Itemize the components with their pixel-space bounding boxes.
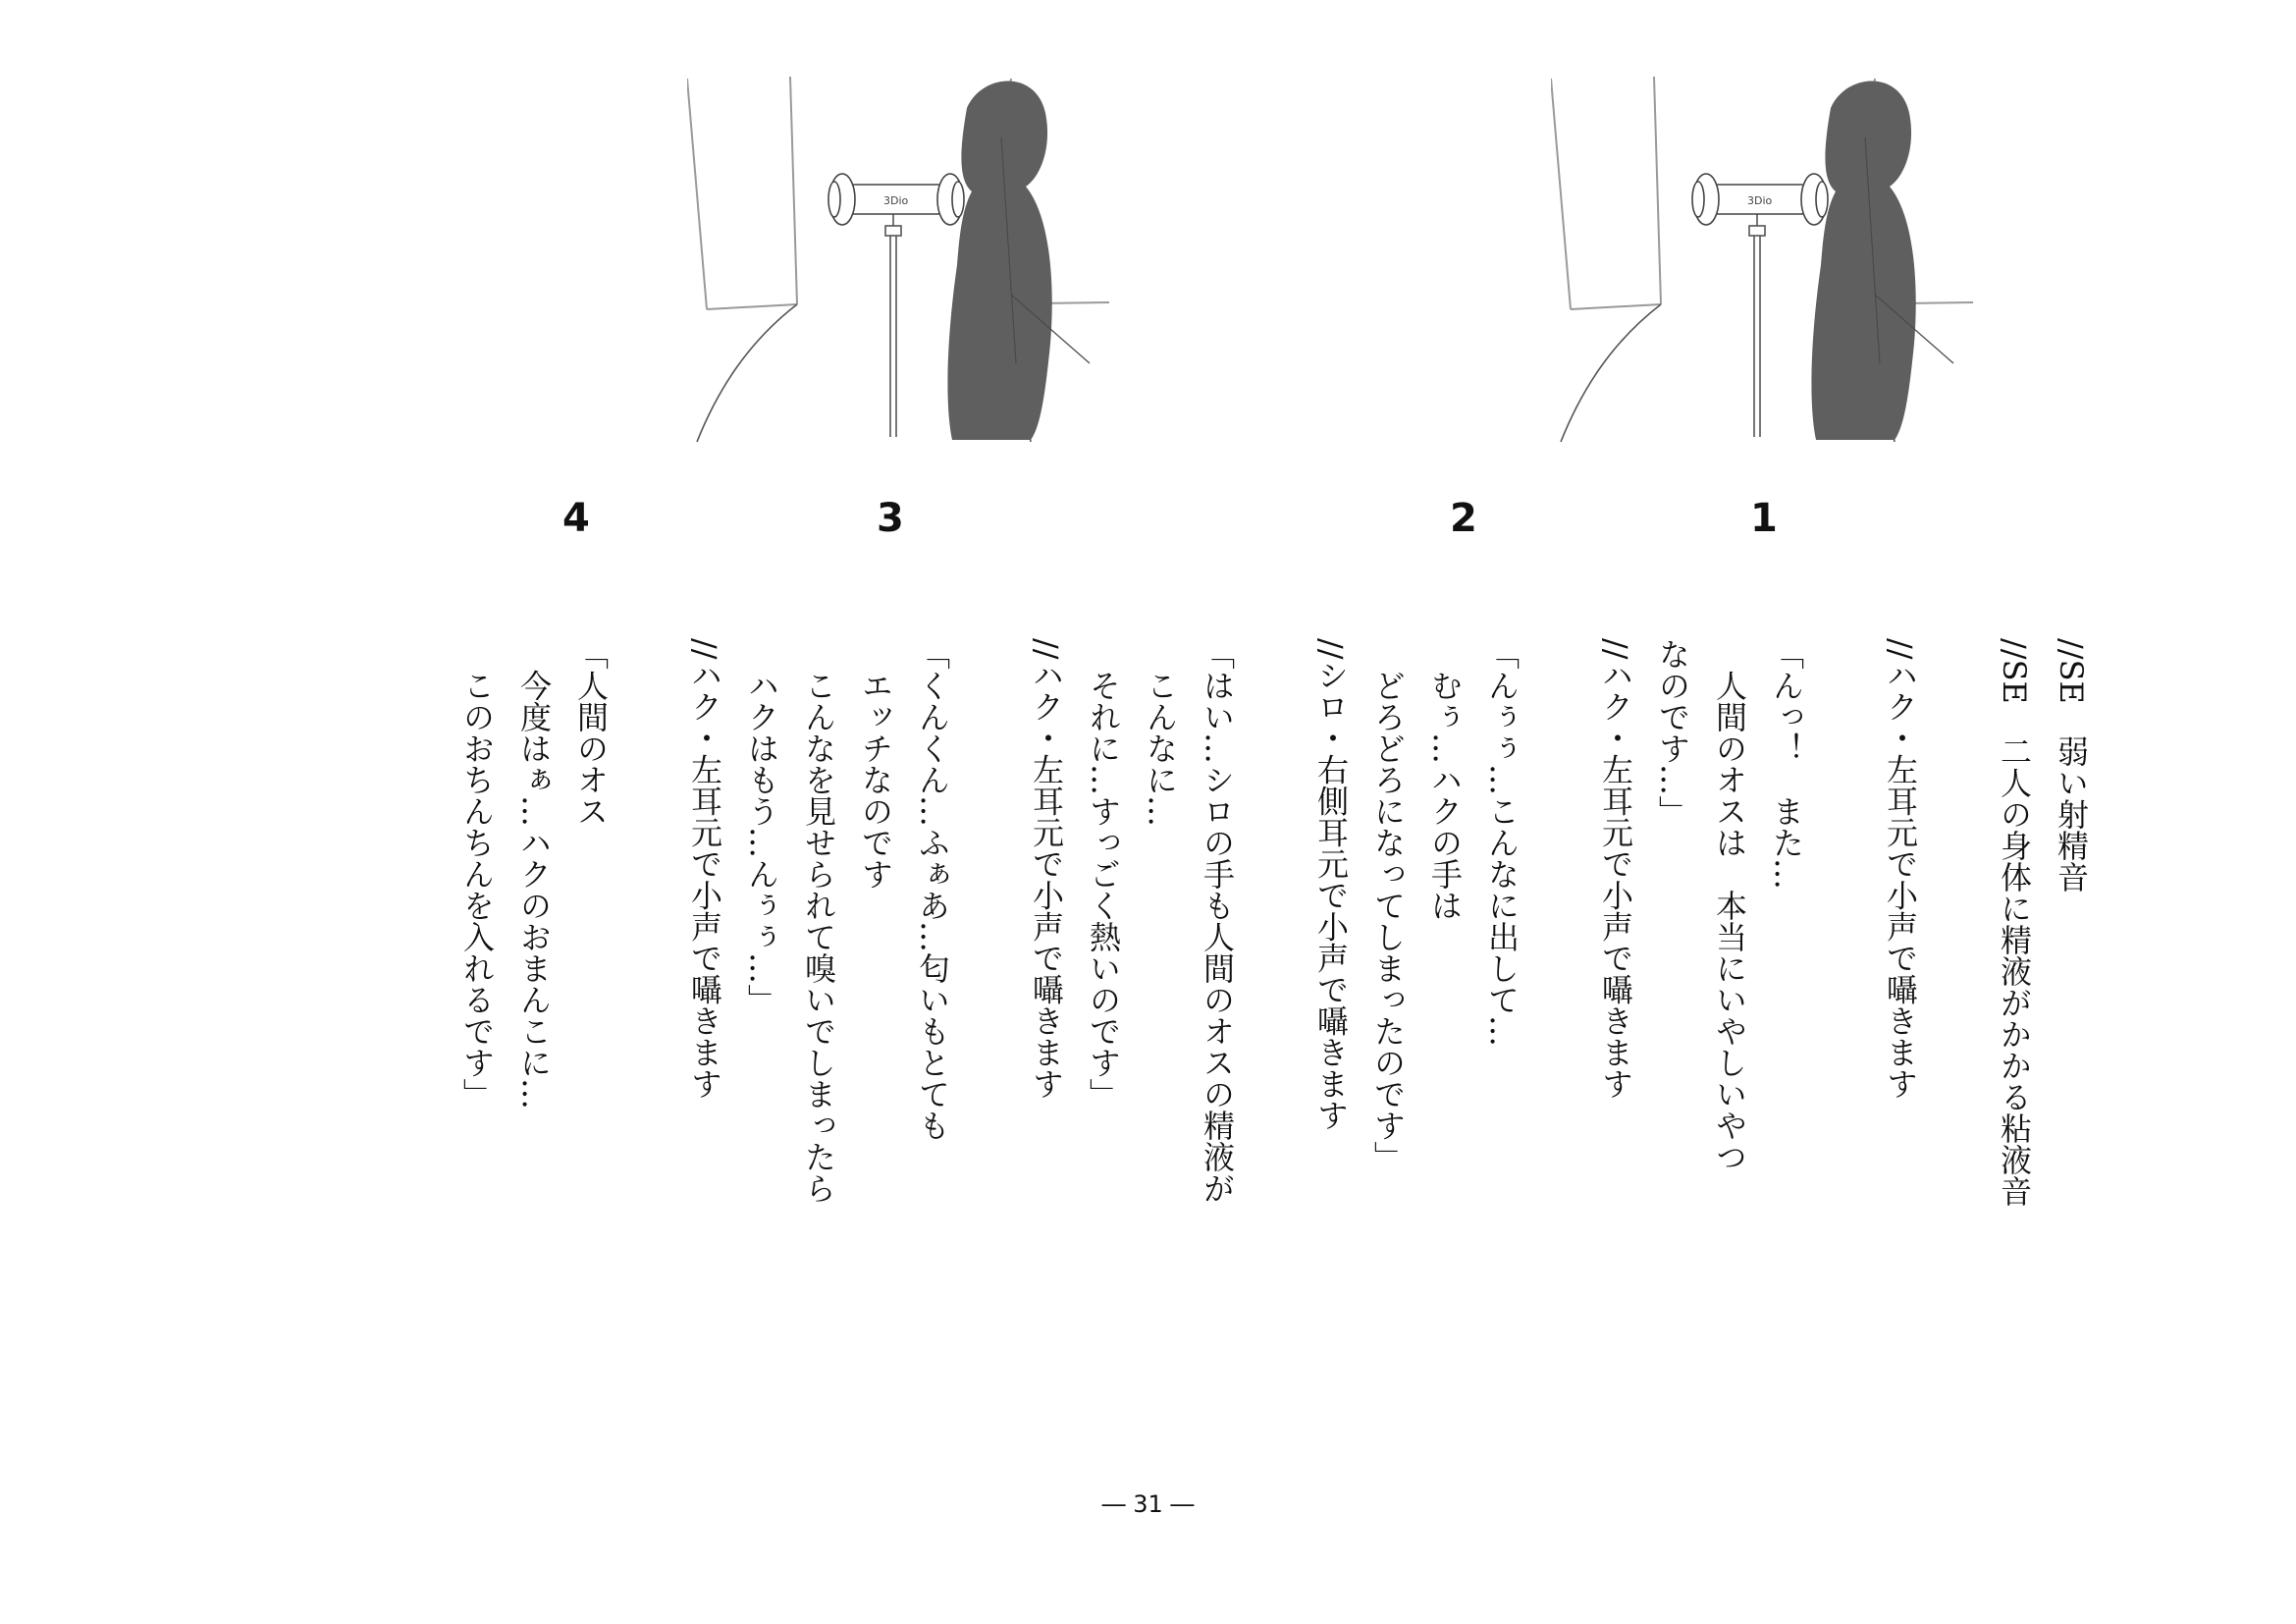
stage-direction: //ハク・左耳元で小声で囁きます <box>1882 638 1919 1100</box>
silhouette-listener <box>1811 81 1953 441</box>
stage-direction: //SE 二人の身体に精液がかかる粘液音 <box>1996 638 2033 1207</box>
dialogue-line: 「くんくん…ふぁあ…匂いもとても <box>914 638 951 1141</box>
stage-direction: //SE 弱い射精音 <box>2053 638 2090 893</box>
dialogue-line: 「人間のオス <box>572 638 610 827</box>
stage-direction: //ハク・左耳元で小声で囁きます <box>1028 638 1065 1100</box>
silhouette-listener <box>947 81 1090 441</box>
dialogue-line: 「はい…シロの手も人間のオスの精液が <box>1199 638 1236 1204</box>
dialogue-line: 「んぅぅ…こんなに出して… <box>1483 638 1521 1047</box>
dialogue-line: どろどろになってしまったのです」 <box>1369 670 1407 1172</box>
dialogue-line: 人間のオスは 本当にいやしいやつ <box>1711 670 1748 1172</box>
dialogue-line: こんなに… <box>1142 670 1179 827</box>
panel-number-2: 2 <box>1450 496 1477 541</box>
dialogue-line: エッチなのです <box>857 670 894 890</box>
mic-label: 3Dio <box>883 194 909 207</box>
dialogue-line: それに…すっごく熱いのです」 <box>1085 670 1122 1110</box>
dialogue-line: ハクはもう…んぅぅ…」 <box>743 670 780 1015</box>
mic-label: 3Dio <box>1747 194 1773 207</box>
stage-direction: //ハク・左耳元で小声で囁きます <box>1597 638 1634 1100</box>
binaural-microphone <box>1692 174 1828 225</box>
microphone-stand <box>885 206 901 437</box>
script-body <box>449 638 2100 1306</box>
dialogue-line: こんなを見せられて嗅いでしまったら <box>800 670 837 1204</box>
dialogue-line: むぅ…ハクの手は <box>1426 670 1464 921</box>
dialogue-line: このおちんちんを入れるです」 <box>458 670 496 1110</box>
illustration-panel-right <box>1551 69 1993 461</box>
stage-direction: //ハク・左耳元で小声で囁きます <box>686 638 723 1100</box>
dialogue-line: なのです…」 <box>1654 638 1691 827</box>
panel-number-3: 3 <box>877 496 904 541</box>
dialogue-line: 「んっ！ また… <box>1768 638 1805 890</box>
binaural-microphone <box>828 174 964 225</box>
page-number: ― 31 ― <box>1101 1490 1195 1518</box>
panel-number-1: 1 <box>1750 496 1778 541</box>
panel-number-4: 4 <box>562 496 590 541</box>
illustration-panel-left <box>687 69 1129 461</box>
microphone-stand <box>1749 206 1765 437</box>
dialogue-line: 今度はぁ…ハクのおまんこに… <box>515 670 553 1110</box>
stage-direction: //シロ・右側耳元で小声で囁きます <box>1312 638 1350 1131</box>
